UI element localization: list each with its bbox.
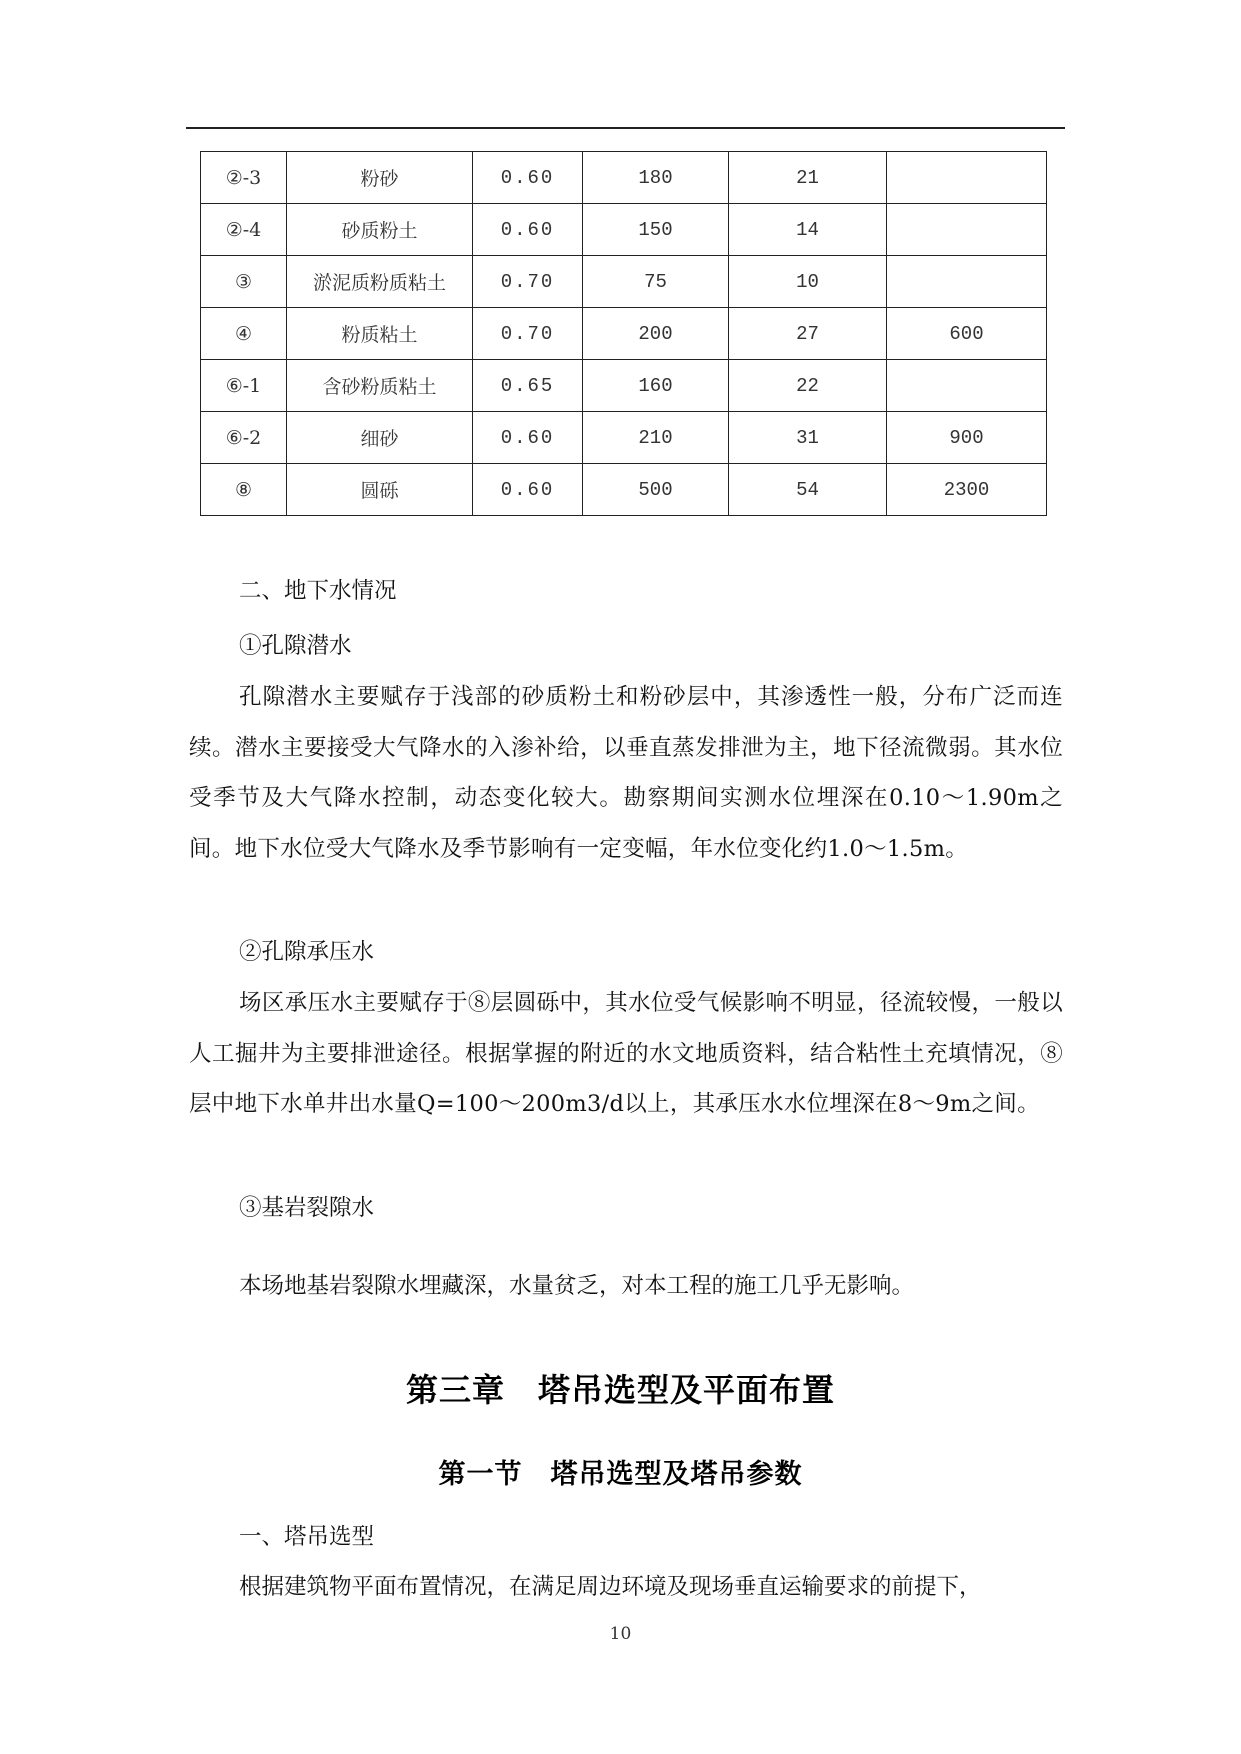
table-cell: ⑧: [201, 464, 287, 516]
table-cell: 0.65: [473, 360, 583, 412]
table-cell: 180: [583, 152, 729, 204]
table-cell: 160: [583, 360, 729, 412]
table-cell: 150: [583, 204, 729, 256]
table-row: [201, 308, 1047, 360]
table-cell: 54: [729, 464, 887, 516]
table-cell: ⑥-2: [201, 412, 287, 464]
table-cell: 75: [583, 256, 729, 308]
table-cell: ③: [201, 256, 287, 308]
table-cell: 0.70: [473, 256, 583, 308]
fissure-water-title: ③基岩裂隙水: [239, 1195, 375, 1221]
table-cell: 2300: [887, 464, 1047, 516]
table-cell: 0.60: [473, 152, 583, 204]
table-cell: 0.70: [473, 308, 583, 360]
table-cell: 0.60: [473, 464, 583, 516]
header-rule: [186, 127, 1065, 129]
table-cell: [887, 256, 1047, 308]
table-cell: ②-3: [201, 152, 287, 204]
table-cell: 含砂粉质粘土: [287, 360, 473, 412]
table-cell: [887, 204, 1047, 256]
table-cell: 200: [583, 308, 729, 360]
table-cell: 0.60: [473, 412, 583, 464]
tower-crane-intro: 根据建筑物平面布置情况，在满足周边环境及现场垂直运输要求的前提下，: [239, 1574, 982, 1600]
table-cell: 0.60: [473, 204, 583, 256]
chapter-title: 第三章 塔吊选型及平面布置: [405, 1371, 835, 1409]
tower-crane-subheading: 一、塔吊选型: [239, 1524, 375, 1550]
table-cell: [887, 360, 1047, 412]
table-cell: 粉质粘土: [287, 308, 473, 360]
table-cell: 500: [583, 464, 729, 516]
confined-water-title: ②孔隙承压水: [239, 939, 375, 965]
section-title: 第一节 塔吊选型及塔吊参数: [438, 1459, 803, 1490]
table-cell: ⑥-1: [201, 360, 287, 412]
phreatic-water-title: ①孔隙潜水: [239, 633, 352, 659]
table-row: [201, 204, 1047, 256]
table-cell: [887, 152, 1047, 204]
table-cell: 600: [887, 308, 1047, 360]
table-cell: ②-4: [201, 204, 287, 256]
table-row: [201, 464, 1047, 516]
table-cell: ④: [201, 308, 287, 360]
table-cell: 27: [729, 308, 887, 360]
table-cell: 圆砾: [287, 464, 473, 516]
table-cell: 10: [729, 256, 887, 308]
fissure-water-paragraph: 本场地基岩裂隙水埋藏深，水量贫乏，对本工程的施工几乎无影响。: [239, 1273, 915, 1299]
table-row: [201, 360, 1047, 412]
table-cell: 14: [729, 204, 887, 256]
table-row: [201, 256, 1047, 308]
table-row: [201, 152, 1047, 204]
table-cell: 21: [729, 152, 887, 204]
page-number: 10: [609, 1624, 632, 1644]
table-cell: 210: [583, 412, 729, 464]
table-cell: 淤泥质粉质粘土: [287, 256, 473, 308]
table-cell: 粉砂: [287, 152, 473, 204]
table-cell: 22: [729, 360, 887, 412]
confined-water-paragraph: 场区承压水主要赋存于⑧层圆砾中，其水位受气候影响不明显，径流较慢，一般以人工掘井为主要排泄途径。根据掌握的附近的水文地质资料，结合粘性土充填情况，⑧层中地下水单井出水量Q=100～200m3/d以上，其承压水水位埋深在8～9m之间。: [189, 990, 1063, 1117]
table-body: [201, 152, 1047, 516]
table-cell: 900: [887, 412, 1047, 464]
phreatic-water-paragraph: 孔隙潜水主要赋存于浅部的砂质粉土和粉砂层中，其渗透性一般，分布广泛而连续。潜水主要接受大气降水的入渗补给，以垂直蒸发排泄为主，地下径流微弱。其水位受季节及大气降水控制，动态变化较大。勘察期间实测水位埋深在0.10～1.90m之间。地下水位受大气降水及季节影响有一定变幅，年水位变化约1.0～1.5m。: [189, 684, 1063, 862]
groundwater-heading: 二、地下水情况: [239, 578, 397, 604]
table-cell: 31: [729, 412, 887, 464]
table-cell: 砂质粉土: [287, 204, 473, 256]
soil-parameter-table: [200, 151, 1047, 516]
table-row: [201, 412, 1047, 464]
table-cell: 细砂: [287, 412, 473, 464]
